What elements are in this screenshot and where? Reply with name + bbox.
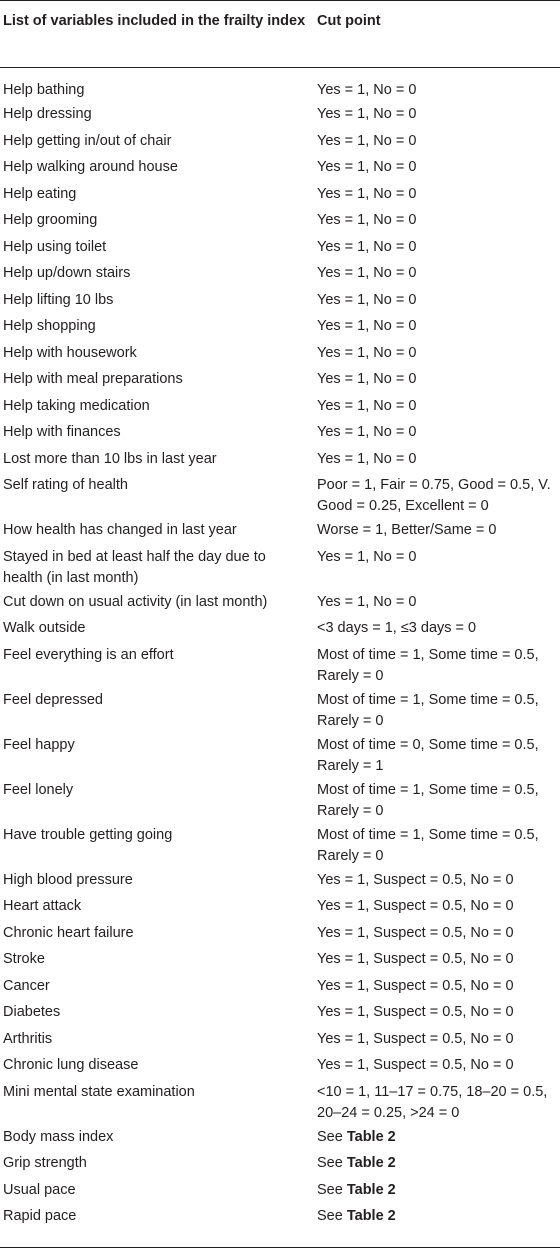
variable-cell: Lost more than 10 lbs in last year [3,450,217,467]
cut-point-cell: Yes = 1, No = 0 [317,318,417,334]
variable-cell: Help lifting 10 lbs [3,291,114,308]
table-row [0,822,560,867]
cut-point-cell: Yes = 1, No = 0 [317,159,417,175]
table-row [0,154,560,181]
cut-point-cell: Most of time = 1, Some time = 0.5, Rarely = 0 [317,826,539,864]
table-header [0,1,560,68]
variable-cell: Feel everything is an effort [3,646,174,663]
variable-cell: Help up/down stairs [3,265,131,281]
table-row [0,101,560,128]
table-reference: Table 2 [346,1181,396,1198]
variable-cell: Cut down on usual activity (in last month) [3,593,268,610]
variable-cell: Feel lonely [3,781,74,798]
table-row [0,946,560,973]
table-row [0,207,560,234]
variable-cell: Rapid pace [3,1208,77,1224]
table-row [0,340,560,367]
header-cut-point: Cut point [315,1,560,68]
variable-cell: Stroke [3,951,45,967]
variable-cell: Help shopping [3,318,96,334]
cut-point-cell: Yes = 1, No = 0 [317,548,417,565]
variable-cell: Mini mental state examination [3,1083,195,1100]
cut-point-cell: Yes = 1, No = 0 [317,212,417,228]
table-bottom-rule [0,1247,560,1248]
cut-point-cell [315,1150,560,1177]
cut-point-cell: Yes = 1, No = 0 [317,397,417,414]
table-row [0,366,560,393]
variable-cell: Feel happy [3,736,75,753]
cut-point-cell: <10 = 1, 11–17 = 0.75, 18–20 = 0.5, 20–24 = 0.25, >24 = 0 [317,1083,548,1121]
table-row [0,128,560,155]
table-row [0,544,560,589]
variable-cell: Help with finances [3,424,121,440]
cut-point-cell: Poor = 1, Fair = 0.75, Good = 0.5, V. Good = 0.25, Excellent = 0 [317,477,551,514]
table-row [0,920,560,947]
cut-point-cell [315,1124,560,1151]
cut-point-cell: Yes = 1, Suspect = 0.5, No = 0 [317,951,514,967]
table-row [0,1079,560,1124]
variable-cell: Chronic lung disease [3,1057,139,1073]
table-row [0,893,560,920]
table-row [0,517,560,544]
table-row [0,589,560,616]
cut-point-cell: <3 days = 1, ≤3 days = 0 [317,620,477,636]
table-row [0,777,560,822]
cut-point-cell: Most of time = 0, Some time = 0.5, Rarely = 1 [317,736,539,774]
table-body [0,68,560,1230]
table-row [0,260,560,287]
cut-point-cell: Yes = 1, Suspect = 0.5, No = 0 [317,1030,514,1047]
cut-point-cell: Most of time = 1, Some time = 0.5, Rarely = 0 [317,781,539,819]
variable-cell: Help with meal preparations [3,371,183,387]
cut-point-cell: Yes = 1, Suspect = 0.5, No = 0 [317,898,514,914]
variable-cell: Chronic heart failure [3,924,134,941]
variable-cell: Body mass index [3,1128,114,1145]
variable-cell: Help walking around house [3,159,178,175]
cut-point-prefix: See [317,1128,343,1145]
table-row [0,181,560,208]
cut-point-prefix: See [317,1181,343,1198]
cut-point-cell: Yes = 1, Suspect = 0.5, No = 0 [317,1004,514,1020]
variable-cell: High blood pressure [3,871,133,888]
variable-cell: Help with housework [3,344,137,361]
table-row [0,1026,560,1053]
table-row [0,419,560,446]
variable-cell: Help using toilet [3,238,107,255]
cut-point-prefix: See [317,1155,343,1171]
variable-cell: Help dressing [3,106,92,122]
table-row [0,1150,560,1177]
cut-point-cell: Yes = 1, No = 0 [317,132,417,149]
variable-cell: Help eating [3,185,77,202]
cut-point-cell: Yes = 1, No = 0 [317,450,417,467]
table-row [0,615,560,642]
header-variable: List of variables included in the frailty index [0,1,315,68]
cut-point-cell: Yes = 1, No = 0 [317,371,417,387]
cut-point-cell: Yes = 1, No = 0 [317,593,417,610]
variable-cell: Self rating of health [3,477,128,493]
cut-point-cell: Yes = 1, No = 0 [317,344,417,361]
table-row [0,68,560,102]
header-row [0,1,560,68]
table-row [0,393,560,420]
cut-point-cell [315,1177,560,1204]
variable-cell: Feel depressed [3,691,103,708]
cut-point-cell: Most of time = 1, Some time = 0.5, Rarely = 0 [317,691,539,729]
table-row [0,287,560,314]
variable-cell: Arthritis [3,1030,53,1047]
table-row [0,446,560,473]
table-row [0,1052,560,1079]
table-row [0,472,560,517]
variable-cell: Help getting in/out of chair [3,132,172,149]
table-row [0,234,560,261]
cut-point-cell: Yes = 1, No = 0 [317,265,417,281]
variable-cell: Help taking medication [3,397,150,414]
table-row [0,1203,560,1230]
variable-cell: Help bathing [3,82,85,98]
table-row [0,642,560,687]
cut-point-cell [315,1203,560,1230]
variable-cell: Help grooming [3,212,98,228]
variable-cell: Heart attack [3,898,82,914]
table-row [0,313,560,340]
cut-point-cell: Yes = 1, Suspect = 0.5, No = 0 [317,1057,514,1073]
cut-point-cell: Yes = 1, No = 0 [317,82,417,98]
table-row [0,687,560,732]
cut-point-cell: Yes = 1, No = 0 [317,238,417,255]
table-row [0,867,560,894]
table-row [0,1177,560,1204]
variable-cell: Grip strength [3,1155,87,1171]
cut-point-cell: Yes = 1, No = 0 [317,185,417,202]
cut-point-cell: Most of time = 1, Some time = 0.5, Rarely = 0 [317,646,539,684]
cut-point-cell: Yes = 1, Suspect = 0.5, No = 0 [317,924,514,941]
variable-cell: Stayed in bed at least half the day due to health (in last month) [3,548,266,586]
table-row [0,973,560,1000]
variable-cell: Walk outside [3,620,86,636]
cut-point-cell: Yes = 1, Suspect = 0.5, No = 0 [317,871,514,888]
table-reference: Table 2 [346,1208,396,1224]
variable-cell: Have trouble getting going [3,826,173,843]
cut-point-cell: Yes = 1, No = 0 [317,106,417,122]
table-row [0,999,560,1026]
table-reference: Table 2 [346,1128,396,1145]
cut-point-prefix: See [317,1208,343,1224]
variable-cell: How health has changed in last year [3,522,237,538]
cut-point-cell: Worse = 1, Better/Same = 0 [317,522,497,538]
table-reference: Table 2 [346,1155,396,1171]
table-row [0,732,560,777]
variable-cell: Cancer [3,977,50,994]
variable-cell: Diabetes [3,1004,61,1020]
cut-point-cell: Yes = 1, No = 0 [317,424,417,440]
cut-point-cell: Yes = 1, Suspect = 0.5, No = 0 [317,977,514,994]
variable-cell: Usual pace [3,1181,76,1198]
cut-point-cell: Yes = 1, No = 0 [317,291,417,308]
table-row [0,1124,560,1151]
